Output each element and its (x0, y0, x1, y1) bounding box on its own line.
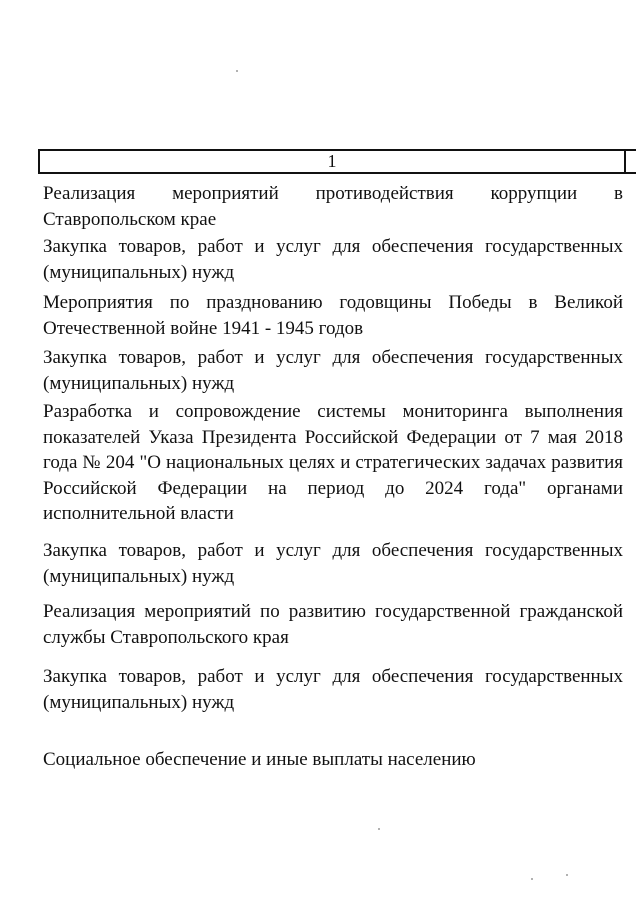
scan-speck (378, 828, 380, 830)
list-item: Мероприятия по празднованию годовщины Победы в Великой Отечественной войне 1941 - 1945 годов (43, 292, 623, 339)
list-item: Разработка и сопровождение системы мониторинга выполнения показателей Указа Президента Российской Федерации от 7 мая 2018 года № 204 "О национальных целях и стратегических задачах развития Российской Федерации на период до 2024 года" органами исполнительной власти (43, 401, 623, 524)
list-item: Закупка товаров, работ и услуг для обеспечения государственных (муниципальных) нужд (43, 666, 623, 713)
scan-speck (531, 878, 533, 880)
scan-speck (566, 874, 568, 876)
list-item: Реализация мероприятий противодействия коррупции в Ставропольском крае (43, 183, 623, 230)
list-item: Реализация мероприятий по развитию государственной гражданской службы Ставропольского края (43, 601, 623, 648)
list-item: Закупка товаров, работ и услуг для обеспечения государственных (муниципальных) нужд (43, 540, 623, 587)
scan-speck (236, 70, 238, 72)
list-item: Социальное обеспечение и иные выплаты населению (43, 749, 476, 770)
column-number-cell: 1 (40, 151, 626, 172)
table-header (38, 149, 636, 174)
list-item: Закупка товаров, работ и услуг для обеспечения государственных (муниципальных) нужд (43, 347, 623, 394)
list-item: Закупка товаров, работ и услуг для обеспечения государственных (муниципальных) нужд (43, 236, 623, 283)
